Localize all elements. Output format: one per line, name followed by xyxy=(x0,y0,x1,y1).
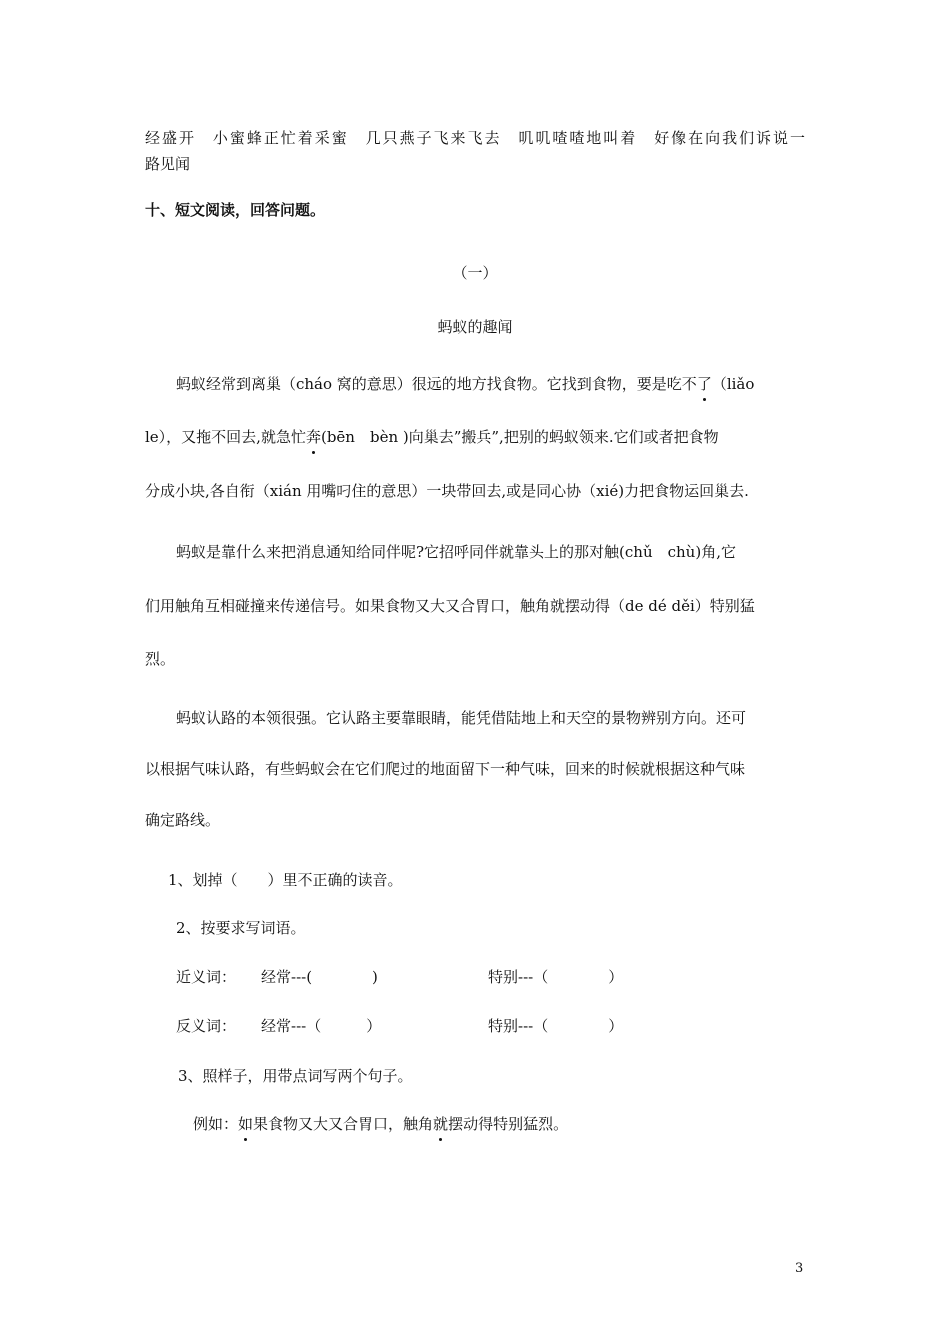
example-prefix: 例如： xyxy=(193,1115,239,1133)
paragraph-3-line-3: 确定路线。 xyxy=(145,811,221,829)
synonym-item-2: 特别---（ ） xyxy=(488,968,624,986)
paragraph-3-line-2: 以根据气味认路，有些蚂蚁会在它们爬过的地面留下一种气味，回来的时候就根据这种气味 xyxy=(145,760,746,778)
paragraph-2-line-3: 烈。 xyxy=(145,650,176,668)
synonym-item-1: 经常---( ) xyxy=(261,968,378,986)
paragraph-1-text-d: (bēn bèn )向巢去”搬兵”,把别的蚂蚁领来.它们或者把食物 xyxy=(320,428,719,446)
antonym-label: 反义词： xyxy=(176,1017,237,1035)
page-number: 3 xyxy=(795,1261,804,1276)
dotted-char: 奔 xyxy=(305,428,321,446)
dotted-char: 就 xyxy=(433,1115,449,1133)
paragraph-3-line-1: 蚂蚁认路的本领很强。它认路主要靠眼睛，能凭借陆地上和天空的景物辨别方向。还可 xyxy=(176,709,747,727)
paragraph-1-line-3: 分成小块,各自衔（xián 用嘴叼住的意思）一块带回去,或是同心协（xié)力把食物运回巢去. xyxy=(145,482,749,500)
intro-line-2: 路见闻 xyxy=(145,155,191,173)
paragraph-2-line-1: 蚂蚁是靠什么来把消息通知给同伴呢?它招呼同伴就靠头上的那对触(chǔ chù)角,它 xyxy=(176,543,736,561)
paragraph-1-text-b: （liǎo xyxy=(711,375,755,393)
example-sentence xyxy=(193,1114,568,1134)
passage-number: （一） xyxy=(452,264,498,282)
section-heading: 十、短文阅读，回答问题。 xyxy=(145,201,326,219)
paragraph-2-line-2: 们用触角互相碰撞来传递信号。如果食物又大又合胃口，触角就摆动得（de dé děi）特别猛 xyxy=(145,597,755,615)
example-text-b: 摆动得特别猛烈。 xyxy=(448,1115,569,1133)
paragraph-1-text-c: le），又拖不回去,就急忙 xyxy=(145,428,306,446)
dotted-char: 如 xyxy=(238,1115,254,1133)
antonym-item-1: 经常---（ ） xyxy=(261,1017,382,1035)
antonym-item-2: 特别---（ ） xyxy=(488,1017,624,1035)
paragraph-1-line-1 xyxy=(176,374,754,394)
question-3: 3、照样子，用带点词写两个句子。 xyxy=(178,1067,413,1085)
question-1: 1、划掉（ ）里不正确的读音。 xyxy=(168,871,403,889)
question-2: 2、按要求写词语。 xyxy=(176,919,306,937)
dotted-char: 了 xyxy=(696,375,712,393)
synonym-label: 近义词： xyxy=(176,968,237,986)
passage-title: 蚂蚁的趣闻 xyxy=(437,318,513,336)
paragraph-1-line-2 xyxy=(145,427,719,447)
example-text-a: 果食物又大又合胃口，触角 xyxy=(253,1115,434,1133)
intro-line-1: 经盛开 小蜜蜂正忙着采蜜 几只燕子飞来飞去 叽叽喳喳地叫着 好像在向我们诉说一 xyxy=(145,129,805,147)
paragraph-1-text-a: 蚂蚁经常到离巢（cháo 窝的意思）很远的地方找食物。它找到食物，要是吃不 xyxy=(176,375,697,393)
